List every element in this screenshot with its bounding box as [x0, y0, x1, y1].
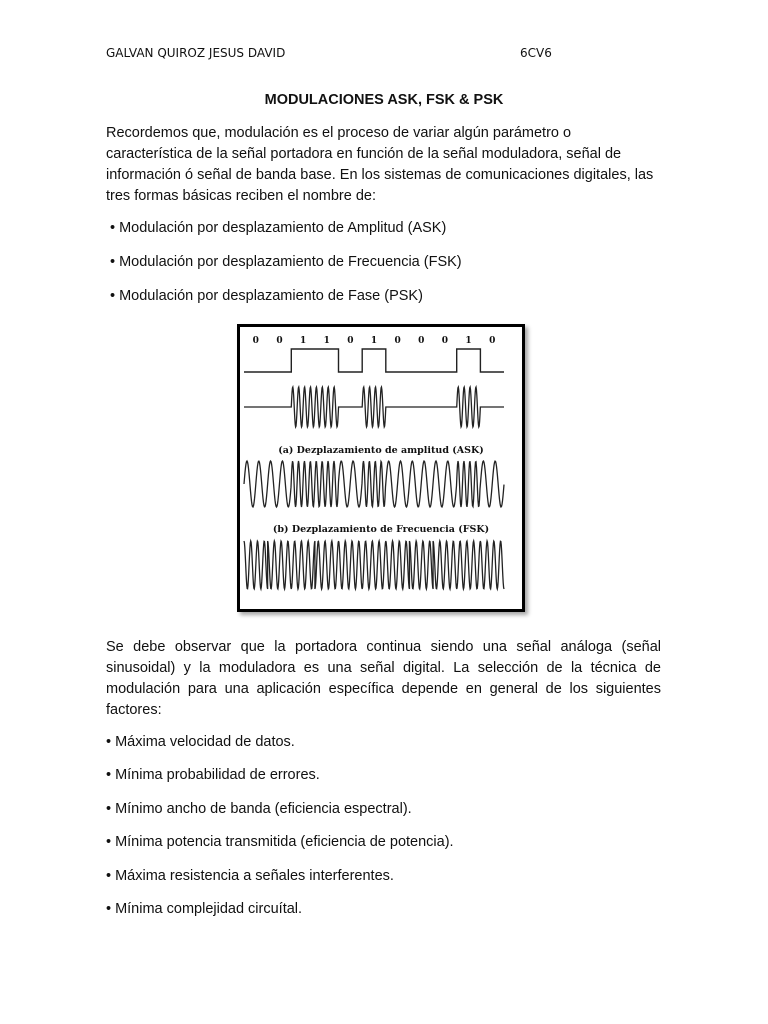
list-item: • Mínima potencia transmitida (eficiencia de potencia).: [106, 832, 454, 865]
bit-label: 1: [465, 336, 472, 346]
list-item: • Mínima complejidad circuítal.: [106, 899, 454, 932]
bit-label: 1: [370, 336, 378, 346]
psk-signal-line: [244, 541, 504, 589]
factors-list: [106, 732, 454, 932]
caption-ask: (a) Dezplazamiento de amplitud (ASK): [278, 445, 484, 456]
waveform-diagram: [240, 327, 522, 609]
observation-paragraph: Se debe observar que la portadora continua siendo una señal análoga (señal sinusoidal) y la moduladora es una señal digital. La selección de la técnica de modulación para una aplicación específica depende en general de los siguientes factores:: [106, 639, 661, 718]
list-item: • Modulación por desplazamiento de Amplitud (ASK): [110, 218, 462, 252]
bit-label: 0: [252, 336, 259, 346]
modulation-list: [110, 218, 462, 320]
bit-label: 1: [323, 336, 330, 346]
ask-signal-line: [244, 387, 504, 427]
bit-label: 0: [394, 336, 401, 346]
bit-label: 1: [299, 336, 307, 346]
document-title: MODULACIONES ASK, FSK & PSK: [264, 92, 504, 108]
digital-signal-line: [244, 349, 504, 372]
bit-label: 0: [418, 336, 425, 346]
list-item: • Modulación por desplazamiento de Fase (PSK): [110, 286, 462, 320]
intro-paragraph: Recordemos que, modulación es el proceso de variar algún parámetro o característica de la señal portadora en función de la señal moduladora, señal de información ó señal de banda base. En los sistemas de comunicaciones digitales, las tres formas básicas reciben el nombre de:: [106, 125, 654, 204]
bit-label: 0: [276, 336, 283, 346]
fsk-signal-line: [244, 461, 504, 507]
list-item: • Mínima probabilidad de errores.: [106, 765, 454, 798]
header-author: GALVAN QUIROZ JESUS DAVID: [106, 46, 286, 60]
caption-fsk: (b) Dezplazamiento de Frecuencia (FSK): [272, 524, 490, 535]
list-item: • Modulación por desplazamiento de Frecuencia (FSK): [110, 252, 462, 286]
list-item: • Mínimo ancho de banda (eficiencia espectral).: [106, 799, 454, 832]
modulation-figure: [237, 324, 525, 612]
list-item: • Máxima velocidad de datos.: [106, 732, 454, 765]
bit-label: 0: [441, 336, 449, 346]
list-item: • Máxima resistencia a señales interferentes.: [106, 866, 454, 899]
bit-label: 0: [347, 336, 354, 346]
bit-label: 0: [489, 336, 496, 346]
header-group: 6CV6: [520, 46, 552, 60]
bit-labels: [253, 336, 496, 346]
